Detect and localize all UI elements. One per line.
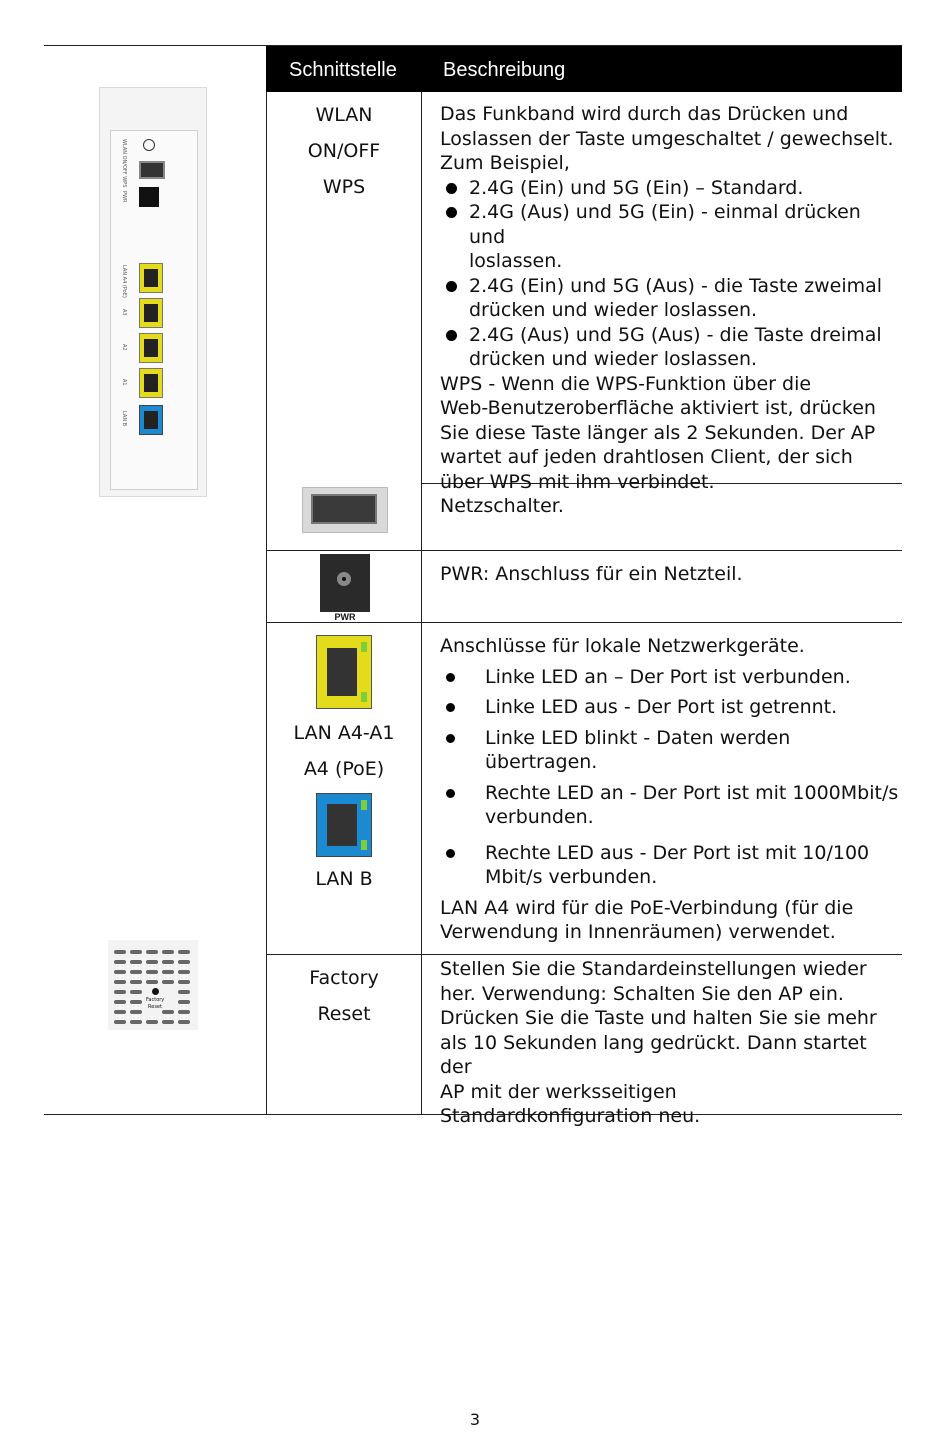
page-number: 3	[469, 1410, 481, 1429]
interface-lan-b: LAN B	[315, 868, 373, 890]
interface-wlan: WLAN ON/OFF WPS	[307, 104, 381, 198]
power-switch-image	[302, 487, 388, 533]
lan-b-label: LAN B	[121, 411, 127, 427]
reset-hole-icon	[152, 988, 159, 995]
row-divider-3	[266, 622, 902, 623]
power-switch-icon	[139, 161, 165, 179]
factory-label: Factory	[146, 997, 165, 1003]
power-jack-icon	[139, 187, 159, 207]
pwr-image-label: PWR	[334, 612, 356, 622]
a3-label: A3	[121, 309, 127, 316]
lan-a4-label: LAN A4 (PoE)	[121, 265, 127, 298]
device-back-panel-image	[99, 87, 207, 497]
button-label: WLAN ON/OFF WPS	[121, 139, 127, 188]
lan-a1-port-icon	[139, 368, 163, 398]
lan-blue-port-image	[316, 793, 372, 857]
interface-lan-a: LAN A4-A1 A4 (PoE)	[293, 722, 395, 780]
list-item: Linke LED blinkt - Daten werden übertragen.	[440, 726, 900, 775]
a1-label: A1	[121, 379, 127, 386]
table-header	[266, 46, 902, 92]
lan-a2-port-icon	[139, 333, 163, 363]
row-divider-4	[266, 954, 902, 955]
list-item: 2.4G (Aus) und 5G (Aus) - die Taste dreimal drücken und wieder loslassen.	[440, 323, 900, 372]
description-wlan: Das Funkband wird durch das Drücken und Loslassen der Taste umgeschaltet / gewechselt. Zum Beispiel, 2.4G (Ein) und 5G (Ein) – Standard. 2.4G (Aus) und 5G (Ein) - einmal drücken und loslassen. 2.4G (Ein) und 5G (Aus) - die Taste zweimal drücken und wieder loslassen. 2.4G (Aus) und 5G (Aus) - die Taste dreimal drücken und wieder loslassen. WPS - Wenn die WPS-Funktion über die Web-Benutzeroberfläche aktiviert ist, drücken Sie diese Taste länger als 2 Sekunden. Der AP wartet auf jeden drahtlosen Client, der sich über WPS mit ihm verbindet.	[440, 102, 900, 494]
description-pwr: PWR: Anschluss für ein Netzteil.	[440, 563, 743, 585]
description-power-switch: Netzschalter.	[440, 495, 564, 517]
interface-factory-reset: Factory Reset	[309, 967, 379, 1025]
row-divider-2	[266, 550, 902, 551]
header-interface: Schnittstelle	[289, 59, 397, 81]
list-item: 2.4G (Ein) und 5G (Ein) – Standard.	[440, 176, 900, 201]
list-item: Linke LED aus - Der Port ist getrennt.	[440, 695, 900, 720]
a2-label: A2	[121, 344, 127, 351]
list-item: 2.4G (Ein) und 5G (Aus) - die Taste zweimal drücken und wieder loslassen.	[440, 274, 900, 323]
list-item: Rechte LED an - Der Port ist mit 1000Mbit/s verbunden.	[440, 781, 900, 830]
lan-a3-port-icon	[139, 298, 163, 328]
lan-b-port-icon	[139, 405, 163, 435]
power-jack-image	[320, 554, 370, 612]
pwr-label: PWR	[121, 191, 127, 203]
port-panel	[110, 130, 198, 490]
factory-reset-grille-image	[108, 940, 198, 1030]
list-item: 2.4G (Aus) und 5G (Ein) - einmal drücken und loslassen.	[440, 200, 900, 274]
list-item: Linke LED an – Der Port ist verbunden.	[440, 665, 900, 690]
list-item: Rechte LED aus - Der Port ist mit 10/100 Mbit/s verbunden.	[440, 841, 900, 890]
description-lan: Anschlüsse für lokale Netzwerkgeräte. Linke LED an – Der Port ist verbunden. Linke LED aus - Der Port ist getrennt. Linke LED blinkt - Daten werden übertragen. Rechte LED an - Der Port ist mit 1000Mbit/s verbunden. Rechte LED aus - Der Port ist mit 10/100 Mbit/s verbunden. LAN A4 wird für die PoE-Verbindung (für die Verwendung in Innenräumen) verwendet.	[440, 635, 899, 943]
description-factory-reset: Stellen Sie die Standardeinstellungen wieder her. Verwendung: Schalten Sie den AP ein. Drücken Sie die Taste und halten Sie sie mehr als 10 Sekunden lang gedrückt. Dann startet der AP mit der werksseitigen Standardkonfiguration neu.	[440, 958, 877, 1127]
reset-label: Reset	[148, 1004, 162, 1010]
lan-yellow-port-image	[316, 635, 372, 709]
lan-a4-port-icon	[139, 263, 163, 293]
header-description: Beschreibung	[443, 59, 566, 81]
wps-button-icon	[143, 139, 155, 151]
